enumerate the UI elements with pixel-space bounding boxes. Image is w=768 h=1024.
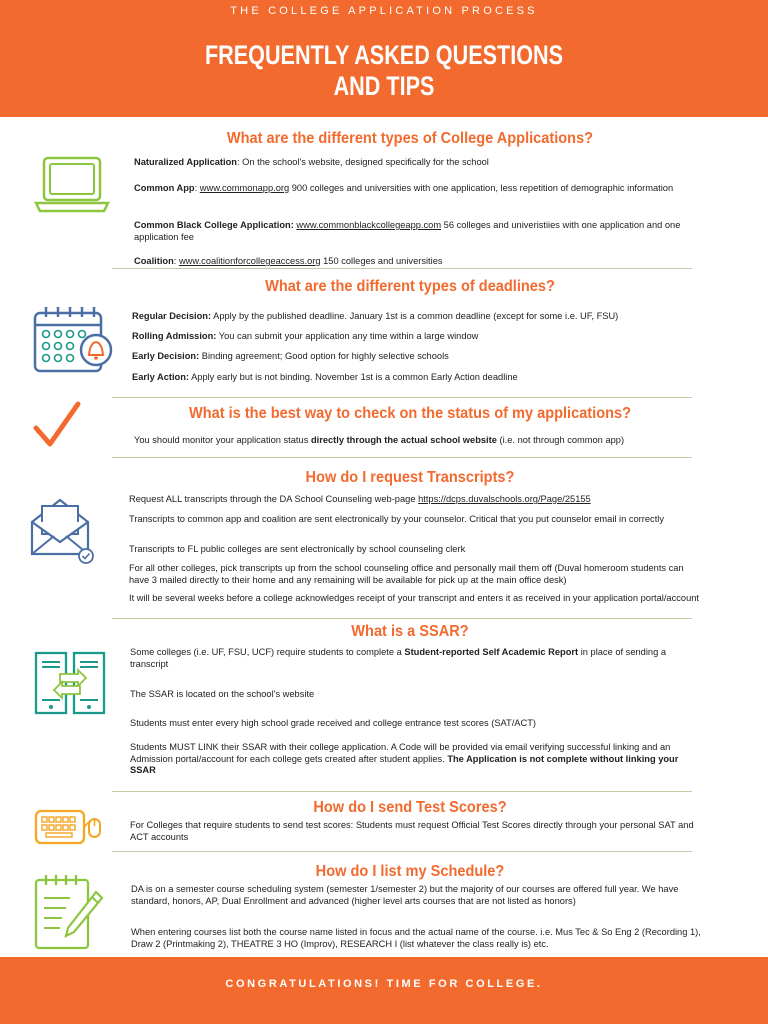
transcripts-p1: Request ALL transcripts through the DA School Counseling web-page https://dcps.duvalschools.org/Page/25155 bbox=[129, 494, 591, 504]
transcripts-p2: Transcripts to common app and coalition are sent electronically by your counselor. Critical that you put counselor email in correctly bbox=[129, 514, 664, 524]
page-footer bbox=[0, 957, 768, 1024]
ssar-p3: Students must enter every high school grade received and college entrance test scores (SAT/ACT) bbox=[130, 718, 536, 728]
schedule-p1: DA is on a semester course scheduling system (semester 1/semester 2) but the majority of our courses are offered full year. We have standard, honors, AP, Dual Enrollment and advanced (higher level arts courses that are not listed as honors) bbox=[131, 884, 679, 906]
ssar-p2: The SSAR is located on the school's website bbox=[130, 689, 315, 699]
app-item-common-black: Common Black College Application: www.commonblackcollegeapp.com 56 colleges and univeristiies with one application and one application fee bbox=[134, 220, 681, 242]
calendar-icon bbox=[32, 303, 114, 375]
checkmark-icon bbox=[32, 400, 82, 450]
divider bbox=[112, 397, 692, 398]
question-schedule: How do I list my Schedule? bbox=[315, 863, 505, 880]
question-deadlines: What are the different types of deadlines? bbox=[265, 278, 555, 295]
deadline-early-action: Early Action: Apply early but is not binding. November 1st is a common Early Action deadline bbox=[132, 372, 518, 382]
divider bbox=[112, 457, 692, 458]
ssar-p4: Students MUST LINK their SSAR with their college application. A Code will be provided via email verifying successful linking and an Admission portal/account for each college gets created after student applies. The Application is not complete without linking your SSAR bbox=[130, 742, 679, 775]
app-item-common-app: Common App: www.commonapp.org 900 colleges and universities with one application, less repetition of demographic information bbox=[134, 183, 674, 193]
transcripts-p3: Transcripts to FL public colleges are sent electronically by school counseling clerk bbox=[129, 544, 466, 554]
deadline-rolling: Rolling Admission: You can submit your application any time within a large window bbox=[132, 331, 479, 341]
deadline-regular: Regular Decision: Apply by the published deadline. January 1st is a common deadline (except for some i.e. UF, FSU) bbox=[132, 311, 619, 321]
divider bbox=[112, 268, 692, 269]
envelope-icon bbox=[30, 492, 98, 564]
question-ssar: What is a SSAR? bbox=[351, 623, 469, 640]
divider bbox=[112, 618, 692, 619]
question-applications: What are the different types of College Applications? bbox=[226, 130, 594, 147]
laptop-icon bbox=[34, 155, 110, 215]
commonblack-link[interactable]: www.commonblackcollegeapp.com bbox=[296, 220, 442, 230]
transcripts-p5: It will be several weeks before a college acknowledges receipt of your transcript and enters it as received in your application portal/account bbox=[129, 593, 699, 603]
app-item-naturalized: Naturalized Application: On the school's website, designed specifically for the school bbox=[134, 157, 489, 167]
question-status: What is the best way to check on the status of my applications? bbox=[188, 405, 632, 422]
deadline-early-decision: Early Decision: Binding agreement; Good option for highly selective schools bbox=[132, 351, 449, 361]
question-transcripts: How do I request Transcripts? bbox=[305, 469, 515, 486]
counseling-page-link[interactable]: https://dcps.duvalschools.org/Page/25155 bbox=[418, 494, 591, 504]
divider bbox=[112, 851, 692, 852]
status-text: You should monitor your application status directly through the actual school website (i.e. not through common app) bbox=[134, 435, 625, 445]
coalition-link[interactable]: www.coalitionforcollegeaccess.org bbox=[178, 256, 321, 266]
divider bbox=[112, 791, 692, 792]
header-kicker: THE COLLEGE APPLICATION PROCESS bbox=[230, 5, 538, 17]
question-test-scores: How do I send Test Scores? bbox=[313, 799, 507, 816]
transcripts-p4: For all other colleges, pick transcripts up from the school counseling office and personally mail them off (Duval homeroom students can have 3 mailed directly to their home and any remaining will be available for pick up at the main office desk) bbox=[129, 563, 684, 585]
clipboard-icon bbox=[34, 872, 106, 952]
page-title: FREQUENTLY ASKED QUESTIONS AND TIPS bbox=[204, 40, 564, 101]
footer-text: CONGRATULATIONS! TIME FOR COLLEGE. bbox=[225, 978, 543, 990]
keyboard-icon bbox=[34, 807, 102, 847]
ssar-p1: Some colleges (i.e. UF, FSU, UCF) require students to complete a Student-reported Self Academic Report in place of sending a transcript bbox=[130, 647, 666, 669]
test-scores-p1: For Colleges that require students to send test scores: Students must request Official Test Scores directly through your personal SAT and ACT accounts bbox=[130, 820, 694, 842]
schedule-p2: When entering courses list both the course name listed in focus and the actual name of the course. i.e. Mus Tec & So Eng 2 (Recording 1), Draw 2 (Printmaking 2), THEATRE 3 HO (Improv), RESEARCH I (list whatever the class really is) etc. bbox=[131, 927, 701, 949]
commonapp-link[interactable]: www.commonapp.org bbox=[199, 183, 290, 193]
page-header bbox=[0, 0, 768, 117]
app-item-coalition: Coalition: www.coalitionforcollegeaccess.org 150 colleges and universities bbox=[134, 256, 443, 266]
binders-icon bbox=[34, 650, 106, 716]
